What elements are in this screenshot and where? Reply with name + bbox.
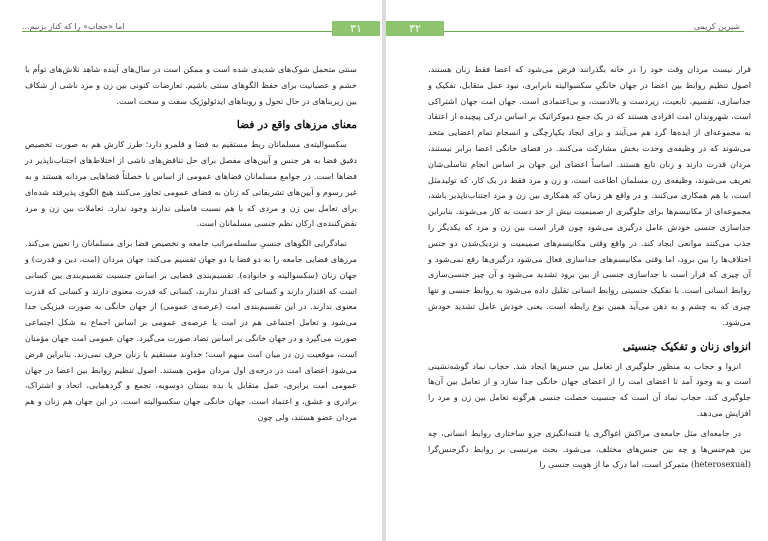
paragraph: سکسوالیته‌ی مسلمانان ربط مستقیم به فضا و قلمرو دارد؛ طرز کارش هم به صورت تخصیص دقیق فضا به هر جنس و آیین‌های مفصل برای حل تناقض‌های ناشی از اختلاط‌های اجتناب‌ناپذیر در فضاها است. در جوامع مسلمانان فضاهای عمومی از اساس با خصلتاً فضاهایی مردانه هستند و به غیر رسوم و آیین‌های تشریفاتی که زنان به فضای عمومی تجاوز می‌کنند هیچ الگوی پذیرفته شده‌ای برای تعامل بین زن و مردی که با هم نسبت فامیلی ندارند وجود ندارد. تعاملات بین زن و مرد نقض‌کننده‌ی ارکان نظم جنسی مسلمانان است.: [25, 139, 357, 229]
section-heading: انزوای زنان و تفکیک جنسیتی: [622, 340, 751, 353]
running-head: اما «حجاب» را که کنار بزنیم...: [22, 22, 125, 31]
right-text-block: [428, 62, 751, 477]
page-number-box: [332, 21, 380, 36]
paragraph: در جامعه‌ای مثل جامعه‌ی مراکش اغواگری یا فتنه‌انگیزی جزو ساختاری روابط انسانی، چه بین هم‌جنس‌ها و چه بین جنس‌های مختلف، می‌شود. بحث مرتبسی بر روابط دگرجنس‌گرا (heterosexual) متمرکز است، اما درک ما از هویت جنسی را: [428, 427, 751, 470]
right-page: [386, 0, 768, 541]
left-page: [0, 0, 382, 541]
paragraph: سنتی متحمل شوک‌های شدیدی شده است و ممکن است در سال‌های آینده شاهد تلاش‌های توأم با خشم و عصبانیت برای حفظ الگوهای سنتی باشیم. تعارضات کنونی بین زن و مرد ناشی از شکاف بین زیربناهای در حال تحول و روبناهای ایدئولوژیک سفت و سخت است.: [25, 64, 357, 106]
header-rule: [22, 31, 368, 32]
page-number-box: [386, 21, 444, 36]
running-head: شیرین کریمی: [693, 22, 740, 31]
left-text-block: [25, 62, 357, 430]
paragraph: نمادگرایی الگوهای جنسیِ سلسله‌مراتب جامعه و تخصیص فضا برای مسلمانان را تعیین می‌کند. مرزهای فضایی جامعه را به دو فضا یا دو جهان تقسیم می‌کند: جهان مردان (امت، دین و قدرت) و جهان زنان (سکسوالیته و خانواده). تقسیم‌بندی فضایی بر اساس جنسیت تقسیم‌بندی بین کسانی است که اقتدار دارند و کسانی که اقتدار ندارند، کسانی که قدرت معنوی دارند و کسانی که قدرت معنوی ندارند. در این تقسیم‌بندی امت (عرصه‌ی عمومی) از جهان خانگی به صورت فیزیکی جدا می‌شود و تعامل اجتماعی هم در امت یا عرصه‌ی عمومی بر اساس اجماع به شکل اجتماعی صورت می‌گیرد و در جهان خانگی بر اساس تضاد صورت می‌گیرد. جهان عمومی امت جهان مؤمنان است، موقعیت زن در میان امت مبهم است؛ خداوند مستقیم با زنان حرف نمی‌زند. بنابراین فرض می‌شود اعضای امت در درجه‌ی اول مردان مؤمن هستند. اصول تنظیم روابط بین اعضا در جهان عمومی امت برابری، عمل متقابل یا بده بستان دوسویه، تجمع و گردهمایی، اتحاد و اشتراک، برادری و عشق، و اعتماد است. جهان خانگی جهان سکسوالیته است. در این جهان هم زنان و هم مردان عضو هستند، ولی چون: [25, 238, 357, 422]
header-rule: [396, 31, 744, 32]
paragraph: قرار نیست مردان وقت خود را در خانه بگذرانند فرض می‌شود که اعضا فقط زنان هستند. اصول تنظیم روابط بین اعضا در جهان خانگیِ سکسوالیته نابرابری، نبود عمل متقابل، تفکیک و جداسازی، تقسیم، تابعیت، زیردست و بالادست، و بی‌اعتمادی است. جهان امت جهان اشتراکی است، شهروندان امت افرادی هستند که در یک جمع دموکراتیک بر اساس درکی پیچیده از اعتقاد به مجموعه‌ای از ایده‌ها گرد هم می‌آیند و برای ایجاد یکپارچگی و انسجام تمام اعضایی متحد می‌شوند که در وظیفه‌ی وحدت بخش مشارکت می‌کنند. در فضای خانگی اعضا برابر نیستند، مردان قدرت دارند و زنان تابع هستند. اساساً اعضای این جهان بر اساس انجام تناسلی‌شان تعریف می‌شوند، وظیفه‌ی زن مسلمان اطاعت است، و زن و مرد فقط در یک کار، که تولیدمثل است، با هم همکاری می‌کنند. و در واقع هر زمان که همکاری بین زن و مرد اجتناب‌ناپذیر باشد، مجموعه‌ای از مکانیسم‌ها برای جلوگیری از صمیمیت بیش از حد دست به کار می‌شوند. بنابراین جداسازی جنسی خودش عامل درگیری می‌شود چون قرار است بین زن و مرد که یکدیگر را جذب می‌کنند موانعی ایجاد کند. در واقع وقتی مکانیسم‌های صمیمیت و نزدیک‌شدن دو جنس اختلاف‌ها را بین برود، اما وقتی مکانیسم‌های جداسازی فعال می‌شود درگیری‌ها رفع نمی‌شود و آن چیزی که قرار است با جداسازی جنسی از بین برود تشدید می‌شود و آن چیز جنسی‌سازی روابط انسانی است. با تفکیک جنسیتی روابط انسانی تقلیل داده می‌شود به روابط جنسی و تنها چیزی که به چشم و به ذهن می‌آید همین نوع رابطه است. یعنی خودش عامل تشدید خودش می‌شود.: [428, 64, 751, 327]
section-heading: معنای مرزهای واقع در فضا: [236, 119, 357, 132]
paragraph: انزوا و حجاب به منظور جلوگیری از تعامل بین جنس‌ها ایجاد شد. حجاب نماد گوشه‌نشینی است و به وجود آمد تا اعضای امت را از اعضای جهان خانگی جدا سازد و از تعامل بین آن‌ها جلوگیری کند. حجاب نماد آن است که جنسیت خصلت جنسی هرگونه تعامل بین زن و مرد را افزایش می‌دهد.: [428, 360, 751, 418]
page-number: ۳۲: [409, 22, 421, 35]
page-number: ۳۱: [350, 22, 362, 35]
